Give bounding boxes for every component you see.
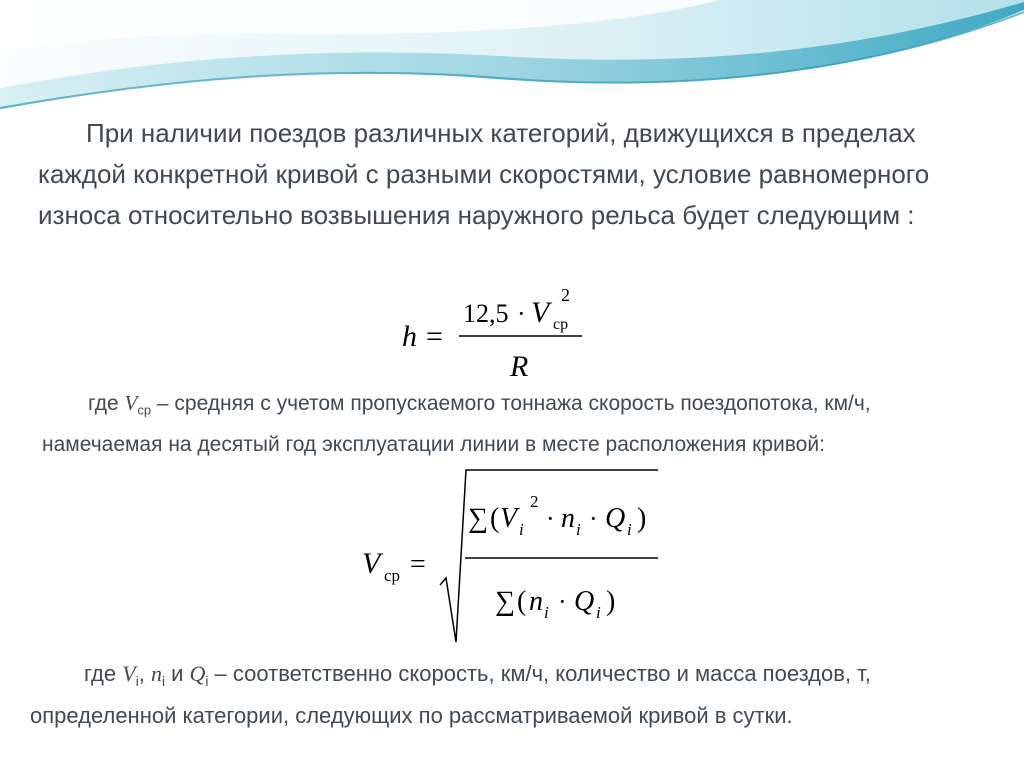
formula1-equals: = <box>426 320 443 353</box>
num-v-sub: i <box>519 520 524 539</box>
num-open: ( <box>490 503 500 534</box>
definition-vi-ni-qi: где $V_i$, $n_i$ и $Q_i$ – соответственно скорость, км/ч, количество и масса поездов, т, определенной категории, следующих по рассматриваемой кривой в сутки. <box>30 661 871 728</box>
symbol-v: V <box>124 391 138 415</box>
symbol-vi: V <box>122 661 136 686</box>
den-open: ( <box>517 586 527 617</box>
formula2-lhs-sub: ср <box>384 566 401 585</box>
intro-text: При наличии поездов различных категорий, движущихся в пределах каждой конкретной кривой с разными скоростями, условие равномерного износа относительно возвышения наружного рельса будет следующим : <box>38 118 930 230</box>
definition-vi-text: – соответственно скорость, км/ч, количество и масса поездов, т, определенной категории, следующих по рассматриваемой кривой в сутки. <box>30 661 871 728</box>
symbol-v-sub: ср <box>137 402 152 418</box>
num-n: n <box>561 503 575 534</box>
definition-vcp: где $V_{ср}$ – средняя с учетом пропускаемого тоннажа скорость поездопотока, км/ч, намечаемая на десятый год эксплуатации линии в месте расположения кривой: <box>42 391 871 456</box>
den-dot: · <box>558 587 567 616</box>
formula1-coef: 12,5 <box>463 299 509 328</box>
num-close: ) <box>637 503 647 534</box>
num-dot2: · <box>589 504 598 533</box>
formula2-equals: = <box>410 549 426 580</box>
formula1-var: V <box>531 296 550 329</box>
den-sum: ∑ <box>495 586 515 617</box>
formula1-dot: · <box>517 299 526 328</box>
num-v-exp: 2 <box>530 492 539 511</box>
den-q-sub: i <box>596 603 601 622</box>
den-n: n <box>529 586 543 617</box>
formula1-var-sub: ср <box>553 316 569 333</box>
num-q-sub: i <box>627 520 632 539</box>
wave-header-decoration <box>0 0 1024 120</box>
intro-paragraph <box>38 113 988 236</box>
radical-sign <box>440 470 658 642</box>
formula1-exponent: 2 <box>561 285 570 305</box>
num-q: Q <box>605 503 626 534</box>
den-close: ) <box>606 586 616 617</box>
num-dot1: · <box>546 504 555 533</box>
den-n-sub: i <box>544 603 549 622</box>
den-q: Q <box>574 586 595 617</box>
formula1-lhs: h <box>402 320 417 353</box>
num-v: V <box>500 503 518 534</box>
formula2-lhs: V <box>362 547 381 580</box>
definition-vcp-text: – средняя с учетом пропускаемого тоннажа скорость поездопотока, км/ч, намечаемая на десятый год эксплуатации линии в месте расположения кривой: <box>42 392 871 456</box>
num-n-sub: i <box>576 520 581 539</box>
formula1-denominator: R <box>510 350 529 383</box>
symbol-qi: Q <box>189 661 206 686</box>
symbol-ni: n <box>150 661 162 686</box>
num-sum: ∑ <box>468 503 488 534</box>
